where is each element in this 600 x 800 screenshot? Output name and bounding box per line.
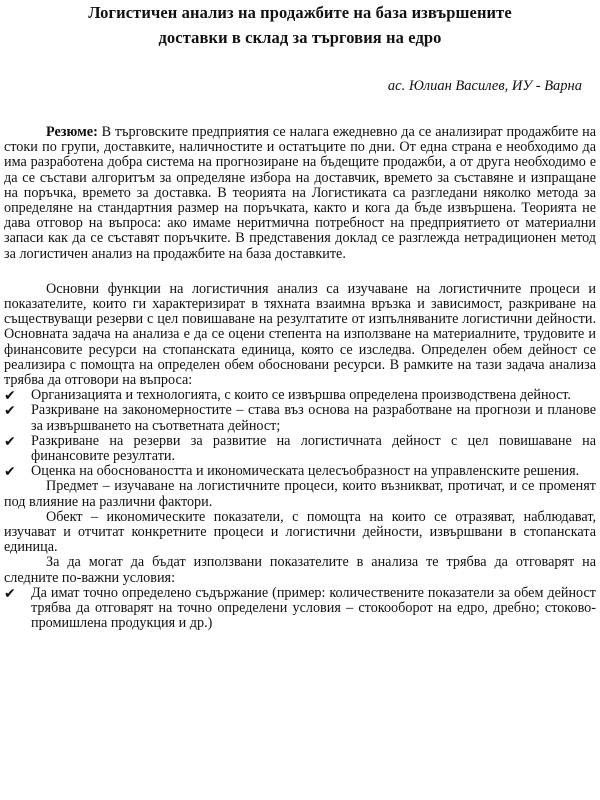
- list-item-text: Организацията и технологията, с които се извършва определена производствена дейност.: [31, 387, 571, 404]
- check-icon: ✔: [4, 433, 16, 450]
- abstract-paragraph: [4, 125, 596, 262]
- paper-title: [4, 0, 596, 50]
- list-item-text: Разкриване на закономерностите – става въз основа на разработване на прогнози и планове за извършването на съответната дейност;: [31, 402, 596, 434]
- list-item: [4, 586, 596, 632]
- check-icon: ✔: [4, 403, 16, 420]
- check-icon: ✔: [4, 388, 16, 405]
- list-item-text: Оценка на обосноваността и икономическата целесъобразност на управленските решения.: [31, 463, 580, 480]
- check-icon: ✔: [4, 464, 16, 481]
- paper-title-line-1: Логистичен анализ на продажбите на база извършените: [88, 3, 512, 22]
- abstract-label: Резюме:: [46, 124, 98, 140]
- body-paragraph-4: За да могат да бъдат използвани показателите в анализа те трябва да отговарят на следните по-важни условия:: [4, 554, 596, 586]
- body-paragraph-1: Основни функции на логистичния анализ са изучаване на логистичните процеси и показателите, които ги характеризират в тяхната взаимна връзка и зависимост, разкриване на съществуващи резерви с цел повишаване на резултатите от изпълняваните логистични дейности. Основната задача на анализа е да се оцени степента на използване на материалните, трудовите и финансовите ресурси на стопанската единица, която се изследва. Определен обем дейност се реализира с помощта на определен обем обосновани ресурси. В рамките на тази задача анализа трябва да отговори на въпроса:: [4, 280, 596, 389]
- author-line: ас. Юлиан Василев, ИУ - Варна: [387, 78, 582, 94]
- checklist-1: [4, 388, 596, 479]
- paragraph-gap: [4, 262, 596, 282]
- list-item: [4, 464, 596, 479]
- body-paragraph-2: Предмет – изучаване на логистичните процеси, които възникват, протичат, и се променят под влияние на различни фактори.: [4, 478, 596, 510]
- list-item-text: Да имат точно определено съдържание (пример: количествените показатели за обем дейност трябва да отговарят на точно определени условия – стокооборот на едро, дребно; стоково-промишлена продукция и др.): [31, 584, 596, 632]
- checklist-2: [4, 586, 596, 632]
- list-item: [4, 388, 596, 403]
- list-item: [4, 403, 596, 433]
- list-item: [4, 434, 596, 464]
- abstract-text: В търговските предприятия се налага ежедневно да се анализират продажбите на стоки по групи, доставките, наличностите и остатъците по дни. От една страна е необходимо да има разработена добра система на прогнозиране на бъдещите продажби, а от друга необходимо е да се състави алгоритъм за определяне избора на доставчик, времето за съставяне и изпращане на поръчка, времето за доставка. В теорията на Логистиката са разгледани няколко метода за определяне на стандартния размер на поръчката, както и кога да бъде извършена. Теорията не дава отговор на въпроса: ако имаме неритмична потребност на предприятието от материални запаси как да се съставят поръчките. В представения доклад се разглежда нетрадиционен метод за логистичен анализ на продажбите на база доставките.: [4, 124, 596, 262]
- check-icon: ✔: [4, 585, 16, 602]
- paper-title-line-2: доставки в склад за търговия на едро: [158, 28, 442, 47]
- body-paragraph-3: Обект – икономическите показатели, с помощта на които се отразяват, наблюдават, изучават и отчитат конкретните процеси и логистични дейности, извършвани в стопанската единица.: [4, 508, 596, 556]
- list-item-text: Разкриване на резерви за развитие на логистичната дейност с цел повишаване на финансовите резултати.: [31, 432, 596, 465]
